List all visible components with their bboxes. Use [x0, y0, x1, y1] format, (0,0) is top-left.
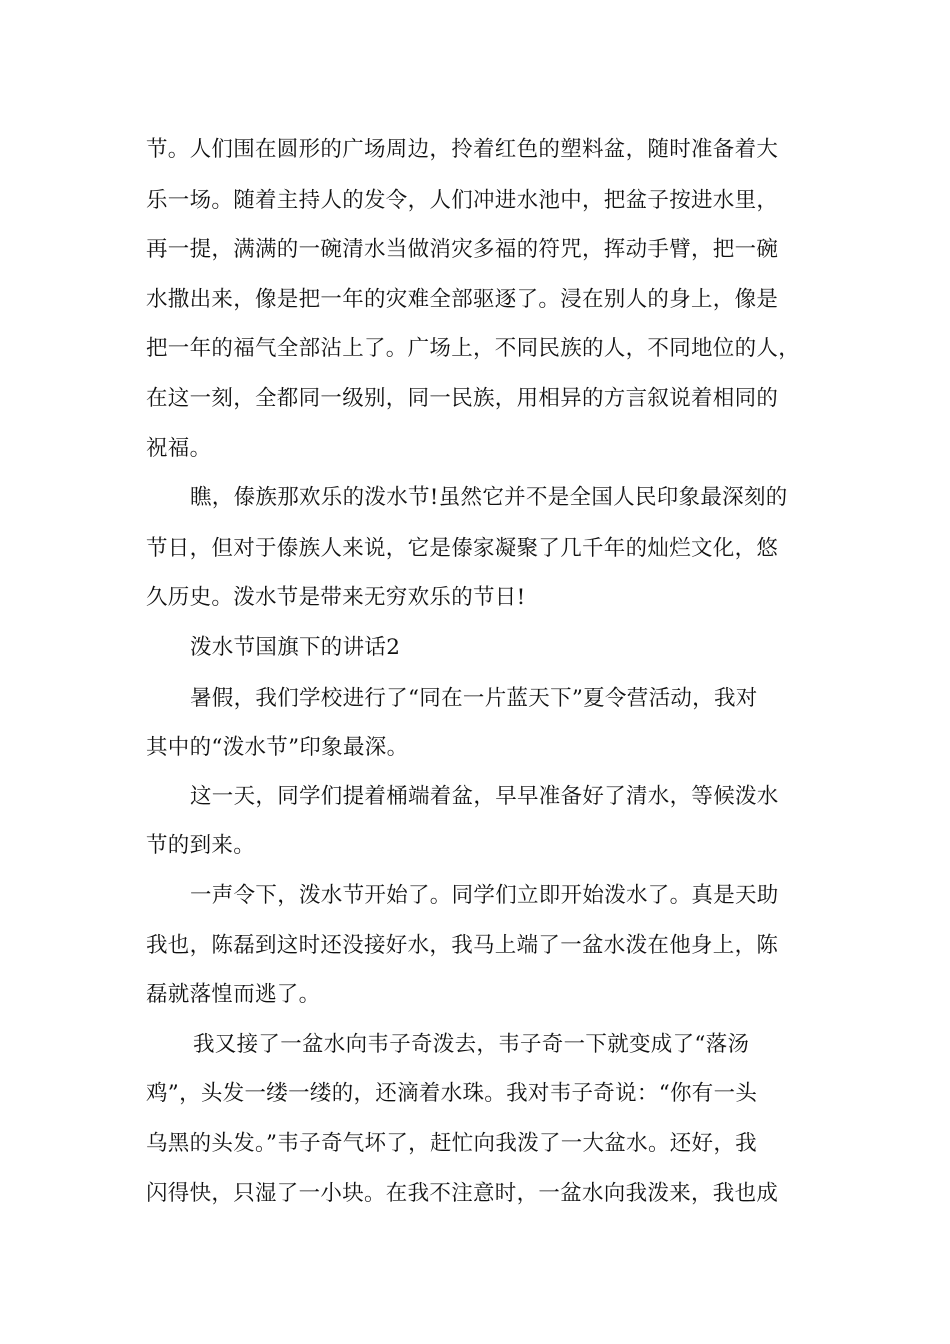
paragraph-line: 我又接了一盆水向韦子奇泼去，韦子奇一下就变成了“落汤 — [193, 1032, 750, 1057]
paragraph-line: 祝福。 — [146, 436, 212, 461]
paragraph-line: 节日，但对于傣族人来说，它是傣家凝聚了几千年的灿烂文化，悠 — [146, 536, 779, 561]
paragraph-line: 乌黑的头发。”韦子奇气坏了，赶忙向我泼了一大盆水。还好，我 — [146, 1131, 757, 1156]
paragraph-line: 乐一场。随着主持人的发令，人们冲进水池中，把盆子按进水里， — [146, 188, 779, 213]
paragraph-line: 再一提，满满的一碗清水当做消灾多福的符咒，挥动手臂，把一碗 — [146, 237, 779, 262]
paragraph-line: 节的到来。 — [146, 833, 256, 858]
section-heading: 泼水节国旗下的讲话2 — [190, 635, 401, 660]
paragraph-line: 我也，陈磊到这时还没接好水，我马上端了一盆水泼在他身上，陈 — [146, 933, 779, 958]
paragraph-line: 闪得快，只湿了一小块。在我不注意时，一盆水向我泼来，我也成 — [146, 1181, 779, 1206]
paragraph-line: 节。人们围在圆形的广场周边，拎着红色的塑料盆，随时准备着大 — [146, 137, 779, 162]
paragraph-line: 这一天，同学们提着桶端着盆，早早准备好了清水，等候泼水 — [190, 784, 779, 809]
paragraph-line: 磊就落惶而逃了。 — [146, 982, 321, 1007]
paragraph-line: 暑假，我们学校进行了“同在一片蓝天下”夏令营活动，我对 — [190, 686, 758, 711]
paragraph-line: 瞧，傣族那欢乐的泼水节!虽然它并不是全国人民印象最深刻的 — [190, 485, 788, 510]
paragraph-line: 水撒出来，像是把一年的灾难全部驱逐了。浸在别人的身上，像是 — [146, 287, 779, 312]
paragraph-line: 其中的“泼水节”印象最深。 — [146, 735, 409, 760]
paragraph-line: 在这一刻，全都同一级别，同一民族，用相异的方言叙说着相同的 — [146, 386, 779, 411]
paragraph-line: 一声令下，泼水节开始了。同学们立即开始泼水了。真是天助 — [190, 883, 779, 908]
paragraph-line: 鸡”，头发一缕一缕的，还滴着水珠。我对韦子奇说：“你有一头 — [146, 1081, 758, 1106]
paragraph-line: 久历史。泼水节是带来无穷欢乐的节日! — [146, 585, 526, 610]
paragraph-line: 把一年的福气全部沾上了。广场上，不同民族的人，不同地位的人， — [146, 336, 801, 361]
